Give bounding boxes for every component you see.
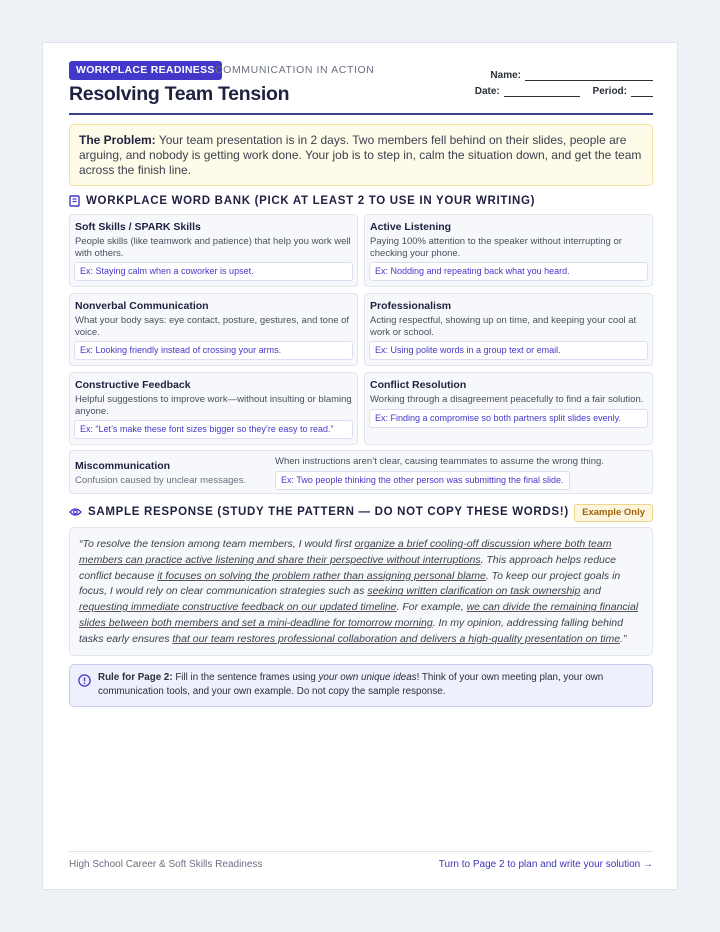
term-example: Ex: Two people thinking the other person was submitting the final slide. — [275, 471, 570, 490]
term-definition: Paying 100% attention to the speaker without interrupting or checking your phone. — [370, 236, 622, 259]
problem-box — [69, 124, 653, 186]
category-badge: WORKPLACE READINESS — [69, 61, 222, 80]
sample-text: . This approach helps reduce conflict because — [79, 553, 616, 582]
term-example: Ex: Finding a compromise so both partners split slides evenly. — [369, 409, 648, 428]
next-page-link[interactable]: Turn to Page 2 to plan and write your solution → — [438, 859, 653, 870]
problem-label: The Problem: — [79, 133, 156, 147]
term-title: Soft Skills / SPARK Skills — [75, 221, 201, 233]
term-title: Nonverbal Communication — [75, 300, 209, 312]
term-title: Constructive Feedback — [75, 379, 191, 391]
rule-label: Rule for Page 2: — [98, 672, 173, 683]
sample-key-phrase: requesting immediate constructive feedback on our updated timeline — [79, 601, 397, 614]
term-card-nonverbal — [69, 293, 358, 366]
term-subtitle: Confusion caused by unclear messages. — [75, 475, 247, 486]
sample-key-phrase: seeking written clarification on task ownership — [367, 585, 581, 598]
word-bank-heading — [69, 195, 535, 207]
term-title: Active Listening — [370, 221, 452, 233]
term-example: Ex: Nodding and repeating back what you heard. — [369, 262, 648, 281]
header — [69, 61, 653, 115]
term-title: Conflict Resolution — [370, 379, 467, 391]
subject-label: COMMUNICATION IN ACTION — [215, 64, 375, 76]
footer — [69, 851, 653, 870]
name-field[interactable] — [490, 70, 653, 81]
term-definition: Working through a disagreement peacefully to find a fair solution. — [370, 394, 644, 405]
sample-key-phrase: it focuses on solving the problem rather than assigning personal blame — [157, 569, 486, 582]
eye-icon — [69, 507, 82, 517]
sample-text: .” — [620, 632, 627, 645]
sample-key-phrase: organize a brief cooling-off discussion where both team members can practice active listening and share their perspective without interruptions — [79, 538, 612, 566]
term-card-constructive-feedback — [69, 372, 358, 445]
term-card-miscommunication — [69, 450, 653, 494]
sample-text: . In my opinion, addressing falling behind tasks early ensures — [79, 616, 623, 645]
name-label: Name: — [490, 70, 521, 81]
sample-text: “To resolve the tension among team members, I would first — [79, 538, 355, 550]
term-card-active-listening — [364, 214, 653, 287]
rule-text-a: Fill in the sentence frames using — [172, 672, 319, 683]
term-definition: Helpful suggestions to improve work—without insulting or blaming anyone. — [75, 394, 352, 417]
info-icon — [78, 674, 91, 687]
term-example: Ex: Looking friendly instead of crossing your arms. — [74, 341, 353, 360]
term-example: Ex: Staying calm when a coworker is upset. — [74, 262, 353, 281]
problem-text: Your team presentation is in 2 days. Two members fell behind on their slides, people are arguing, and nobody is getting work done. Your job is to step in, calm the situation down, and get the team across the finish line. — [79, 133, 642, 177]
example-only-badge: Example Only — [574, 504, 653, 522]
word-bank-heading-text: WORKPLACE WORD BANK (PICK AT LEAST 2 TO USE IN YOUR WRITING) — [86, 195, 536, 207]
worksheet-content — [69, 61, 653, 697]
sample-text: and — [580, 585, 601, 598]
period-line[interactable] — [631, 87, 653, 97]
term-definition: People skills (like teamwork and patience) that help you work well with others. — [75, 236, 351, 259]
rule-emphasis: your own unique ideas — [318, 672, 417, 683]
rule-text-b: ! Think of your own meeting plan, your own communication tools, and your own example. Do not copy the sample response. — [98, 672, 604, 697]
book-icon — [69, 195, 80, 207]
term-card-professionalism — [364, 293, 653, 366]
sample-text: . To keep our project goals in focus, I would rely on clear communication strategies such as — [79, 569, 621, 598]
term-definition: When instructions aren’t clear, causing teammates to assume the wrong thing. — [275, 456, 604, 467]
term-definition: Acting respectful, showing up on time, and keeping your cool at work or school. — [370, 315, 637, 338]
sample-key-phrase: we can divide the remaining financial slides between both members and set a mini-deadline for tomorrow morning — [79, 601, 639, 629]
date-period-fields — [475, 86, 653, 97]
term-title: Miscommunication — [75, 460, 171, 472]
sample-text: . For example, — [396, 601, 467, 614]
worksheet-page — [42, 42, 678, 890]
term-card-conflict-resolution — [364, 372, 653, 445]
date-line[interactable] — [504, 87, 580, 97]
term-card-soft-skills — [69, 214, 358, 287]
name-line[interactable] — [525, 71, 653, 81]
rule-box — [69, 664, 653, 707]
period-label: Period: — [592, 86, 627, 97]
footer-course: High School Career & Soft Skills Readiness — [69, 859, 263, 870]
date-label: Date: — [474, 86, 500, 97]
page-title: Resolving Team Tension — [69, 83, 290, 105]
sample-response-box — [69, 527, 653, 656]
sample-key-phrase: that our team restores professional collaboration and delivers a high-quality presentation on time — [172, 632, 621, 645]
term-example: Ex: “Let’s make these font sizes bigger so they’re easy to read.” — [74, 420, 353, 439]
term-example: Ex: Using polite words in a group text or email. — [369, 341, 648, 360]
sample-response-heading — [69, 506, 569, 518]
sample-heading-text: SAMPLE RESPONSE (STUDY THE PATTERN — DO NOT COPY THESE WORDS!) — [88, 506, 569, 518]
term-left — [75, 460, 246, 487]
term-title: Professionalism — [370, 300, 452, 312]
term-definition: What your body says: eye contact, posture, gestures, and tone of voice. — [75, 315, 350, 338]
